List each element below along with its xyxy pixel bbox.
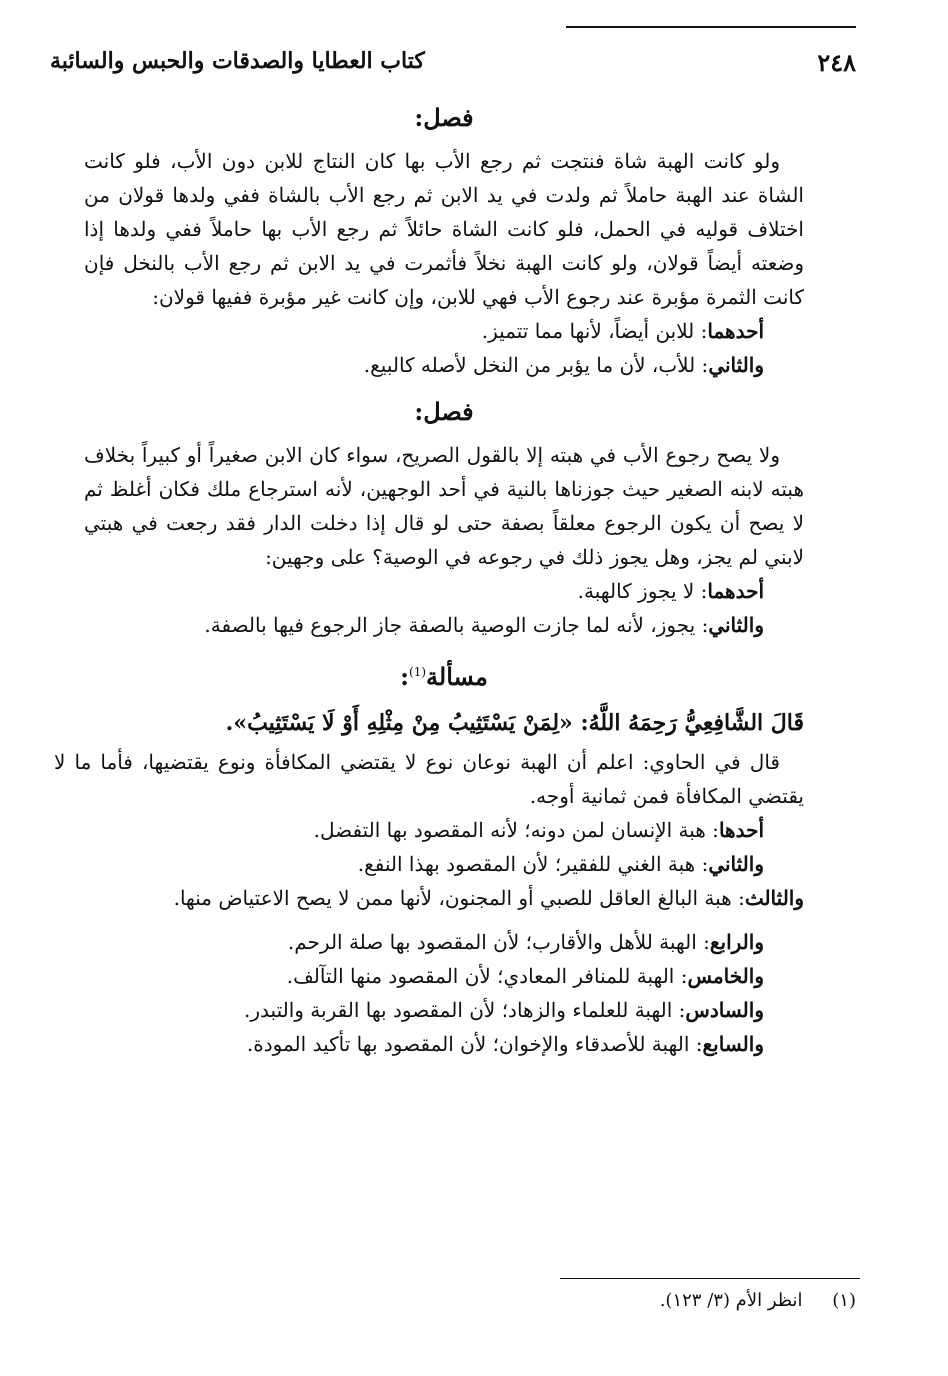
footnote-marker: (1) [409, 665, 427, 679]
item-text: : هبة الإنسان لمن دونه؛ لأنه المقصود بها التفضل. [313, 818, 719, 842]
paragraph: ولا يصح رجوع الأب في هبته إلا بالقول الصريح، سواء كان الابن صغيراً أو كبيراً بخلاف هبته لابنه الصغير حيث جوزناها بالنية في أحد الوجهين، لأنه استرجاع ملك فكان أغلظ ثم لا يصح أن يكون الرجوع معلقاً بصفة حتى لو قال إذا دخلت الدار فقد رجعت في هبتي لابني لم يجز، وهل يجوز ذلك في رجوعه في الوصية؟ على وجهين: [84, 443, 804, 569]
item-text: : الهبة للعلماء والزهاد؛ لأن المقصود بها القربة والتبدر. [244, 998, 686, 1022]
list-item [84, 959, 764, 993]
section-heading [84, 652, 804, 697]
item-text: : الهبة للأهل والأقارب؛ لأن المقصود بها صلة الرحم. [287, 930, 710, 954]
list-item [84, 574, 764, 608]
item-label: والخامس [687, 964, 764, 988]
item-text: : هبة البالغ العاقل للصبي أو المجنون، لأنها ممن لا يصح الاعتياض منها. [173, 886, 745, 910]
list-item [84, 608, 764, 642]
footnote-rule [560, 1278, 860, 1279]
list-item [54, 881, 804, 915]
item-label: أحدهما [707, 319, 764, 343]
running-title: كتاب العطايا والصدقات والحبس والسائبة [50, 48, 425, 74]
footnote-number: (١) [832, 1290, 856, 1311]
footnote-text: انظر الأم (٣/ ١٢٣). [659, 1290, 803, 1311]
shafii-quote: قَالَ الشَّافِعِيُّ رَحِمَهُ اللَّهُ: «لِمَنْ يَسْتَثِيبُ مِنْ مِثْلِهِ أَوْ لَا يَسْتَثِيبُ». [225, 710, 804, 736]
section-heading: فصل: [414, 103, 474, 132]
list-item [84, 847, 764, 881]
paragraph: ولو كانت الهبة شاة فنتجت ثم رجع الأب بها كان النتاج للابن دون الأب، فلو كانت الشاة عند الهبة حاملاً ثم ولدت في يد الابن ثم رجع الأب بالشاة ففي ولدها قولان من اختلاف قوليه في الحمل، فلو كانت الشاة حائلاً ثم رجع الأب بها حاملاً ففي ولدها إذا وضعته أيضاً قولان، ولو كانت الهبة نخلاً فأثمرت في يد الابن ثم رجع الأب بالنخل فإن كانت الثمرة مؤبرة عند رجوع الأب فهي للابن، وإن كانت غير مؤبرة ففيها قولان: [84, 149, 804, 309]
item-label: والثاني [708, 353, 764, 377]
item-text: : الهبة للأصدقاء والإخوان؛ لأن المقصود بها تأكيد المودة. [246, 1032, 703, 1056]
header-rule [566, 26, 856, 28]
item-text: : الهبة للمنافر المعادي؛ لأن المقصود منها التآلف. [286, 964, 688, 988]
page-number: ٢٤٨ [817, 48, 856, 77]
list-item [84, 1027, 764, 1061]
item-label: والثالث [744, 886, 804, 910]
running-header [50, 40, 856, 86]
item-text: : للابن أيضاً، لأنها مما تتميز. [481, 319, 708, 343]
spacer [84, 915, 804, 925]
footnote [660, 1290, 856, 1311]
list-item [84, 813, 764, 847]
list-item [84, 314, 764, 348]
item-label: أحدها [718, 818, 764, 842]
item-text: : هبة الغني للفقير؛ لأن المقصود بهذا النفع. [357, 852, 709, 876]
item-text: : يجوز، لأنه لما جازت الوصية بالصفة جاز الرجوع فيها بالصفة. [204, 613, 709, 637]
heading-colon: : [400, 662, 410, 691]
list-item [84, 993, 764, 1027]
item-label: أحدهما [707, 579, 764, 603]
heading-text: مسألة [426, 662, 488, 691]
item-label: والسادس [685, 998, 764, 1022]
item-label: والثاني [708, 852, 764, 876]
item-text: : لا يجوز كالهبة. [577, 579, 708, 603]
paragraph: قال في الحاوي: اعلم أن الهبة نوعان نوع لا يقتضي المكافأة ونوع يقتضيها، فأما ما لا يقتضي المكافأة فمن ثمانية أوجه. [54, 750, 804, 808]
item-label: والثاني [708, 613, 764, 637]
item-label: والرابع [709, 930, 764, 954]
item-text: : للأب، لأن ما يؤبر من النخل لأصله كالبيع. [363, 353, 709, 377]
item-label: والسابع [702, 1032, 764, 1056]
list-item [84, 348, 764, 382]
section-heading: فصل: [414, 397, 474, 426]
page-body [54, 92, 804, 1061]
list-item [84, 925, 764, 959]
